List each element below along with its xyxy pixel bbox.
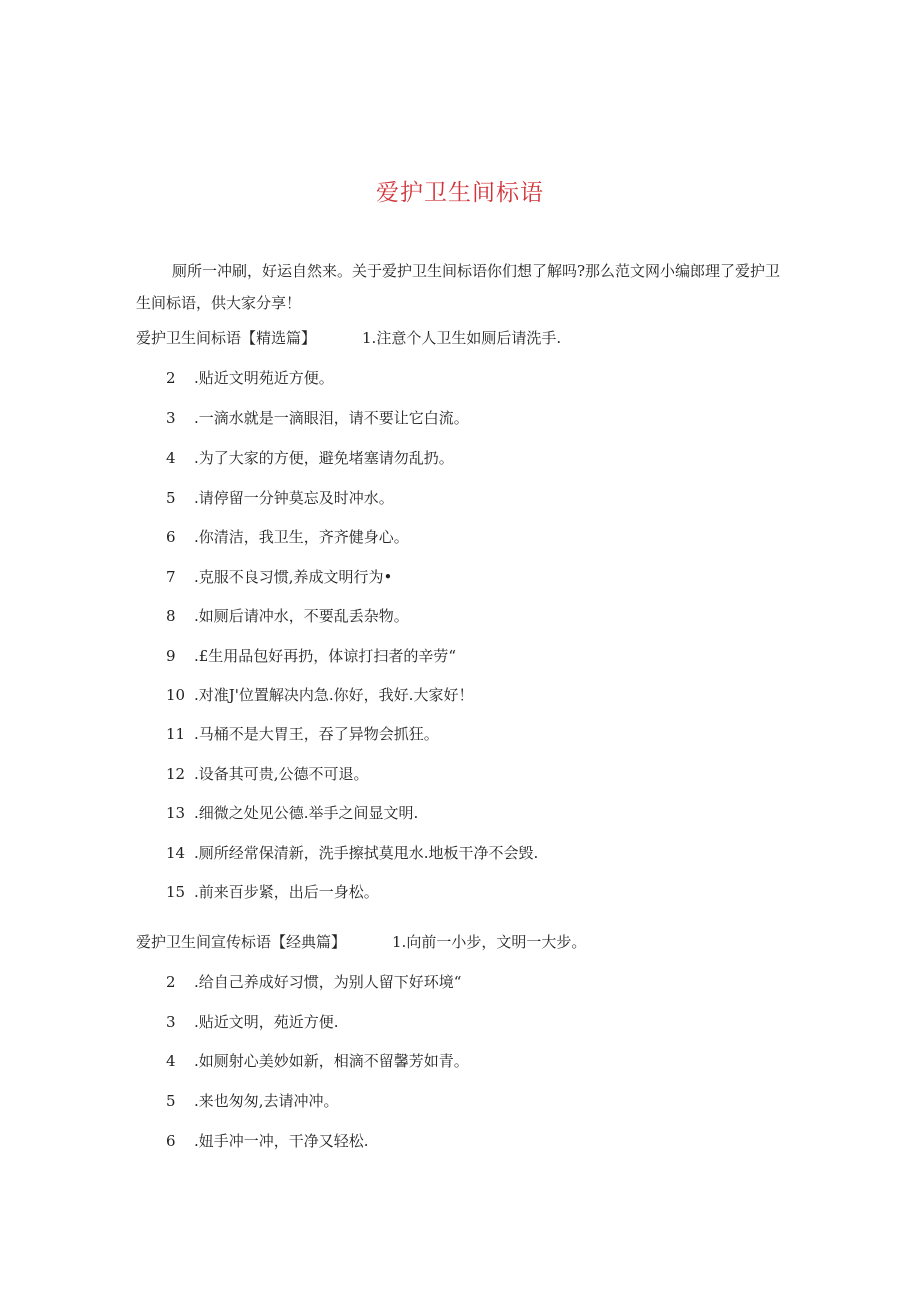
- item-number: 11: [166, 725, 186, 743]
- item-number: 10: [166, 686, 186, 704]
- item-text: .你清洁，我卫生，齐齐健身心。: [194, 528, 409, 546]
- item-number: 8: [166, 607, 176, 625]
- list-item: [166, 1011, 339, 1032]
- list-item: [166, 842, 538, 863]
- item-text: .给自己养成好习惯，为别人留下好环境“: [194, 973, 462, 991]
- item-number: 7: [166, 568, 176, 586]
- page-title: 爱护卫生间标语: [376, 180, 544, 206]
- item-text: .贴近文明苑近方便。: [194, 369, 334, 387]
- item-number: 3: [166, 1013, 176, 1031]
- list-item: [166, 605, 409, 626]
- list-item: [166, 802, 418, 823]
- section-heading: 爱护卫生间标语【精选篇】: [136, 329, 317, 347]
- item-number: 15: [166, 883, 186, 901]
- section-heading-line: [136, 931, 586, 952]
- item-number: 13: [166, 804, 186, 822]
- item-text: .贴近文明，苑近方便.: [194, 1013, 339, 1031]
- item-text: .如厕后请冲水，不要乱丢杂物。: [194, 607, 409, 625]
- list-item: [166, 723, 439, 744]
- item-text: .一滴水就是一滴眼泪，请不要让它白流。: [194, 409, 469, 427]
- item-text: .对准J'位置解决内急.你好，我好.大家好！: [194, 686, 474, 704]
- item-text: .为了大家的方便，避免堵塞请勿乱扔。: [194, 449, 454, 467]
- section-heading: 爱护卫生间宣传标语【经典篇】: [136, 933, 347, 951]
- list-item: [166, 487, 394, 508]
- list-item: [166, 1130, 369, 1151]
- item-number: 2: [166, 369, 176, 387]
- item-text: .马桶不是大胃王，吞了异物会抓狂。: [194, 725, 439, 743]
- list-item: 1.向前一小步，文明一大步。: [392, 933, 587, 951]
- item-number: 4: [166, 1052, 176, 1070]
- list-item: [166, 447, 454, 468]
- item-text: .妞手冲一冲，干净又轻松.: [194, 1132, 369, 1150]
- section-heading-line: [136, 327, 561, 348]
- list-item: [166, 367, 334, 388]
- list-item: [166, 645, 456, 666]
- item-text: .克服不良习惯,养成文明行为•: [194, 568, 393, 586]
- item-number: 4: [166, 449, 176, 467]
- list-item: [166, 1090, 339, 1111]
- item-number: 14: [166, 844, 186, 862]
- item-number: 6: [166, 1132, 176, 1150]
- item-number: 3: [166, 409, 176, 427]
- item-text: .请停留一分钟莫忘及时冲水。: [194, 489, 394, 507]
- item-text: .细微之处见公德.举手之间显文明.: [194, 804, 419, 822]
- item-number: 5: [166, 489, 176, 507]
- list-item: [166, 763, 369, 784]
- item-number: 9: [166, 647, 176, 665]
- item-text: .前来百步紧，出后一身松。: [194, 883, 379, 901]
- list-item: [166, 526, 409, 547]
- list-item: [166, 971, 461, 992]
- list-item: [166, 566, 392, 587]
- item-text: .来也匆匆,去请冲冲。: [194, 1092, 339, 1110]
- list-item: [166, 881, 379, 902]
- list-item: [166, 407, 469, 428]
- item-text: .如厕射心美妙如新，相滴不留馨芳如青。: [194, 1052, 469, 1070]
- item-number: 2: [166, 973, 176, 991]
- intro-paragraph: 厕所一冲刷，好运自然来。关于爱护卫生间标语你们想了解吗?那么范文网小编郎理了爱护卫生间标语，供大家分享！: [136, 262, 781, 312]
- item-number: 12: [166, 765, 186, 783]
- item-text: .设备其可贵,公德不可退。: [194, 765, 369, 783]
- item-text: .£生用品包好再扔，体谅打扫者的辛劳“: [194, 647, 456, 665]
- item-number: 5: [166, 1092, 176, 1110]
- list-item: [166, 1050, 469, 1071]
- item-number: 6: [166, 528, 176, 546]
- item-text: .厕所经常保清新，洗手擦拭莫甩水.地板干净不会毁.: [194, 844, 539, 862]
- list-item: [166, 684, 473, 705]
- list-item: 1.注意个人卫生如厕后请洗手.: [362, 329, 562, 347]
